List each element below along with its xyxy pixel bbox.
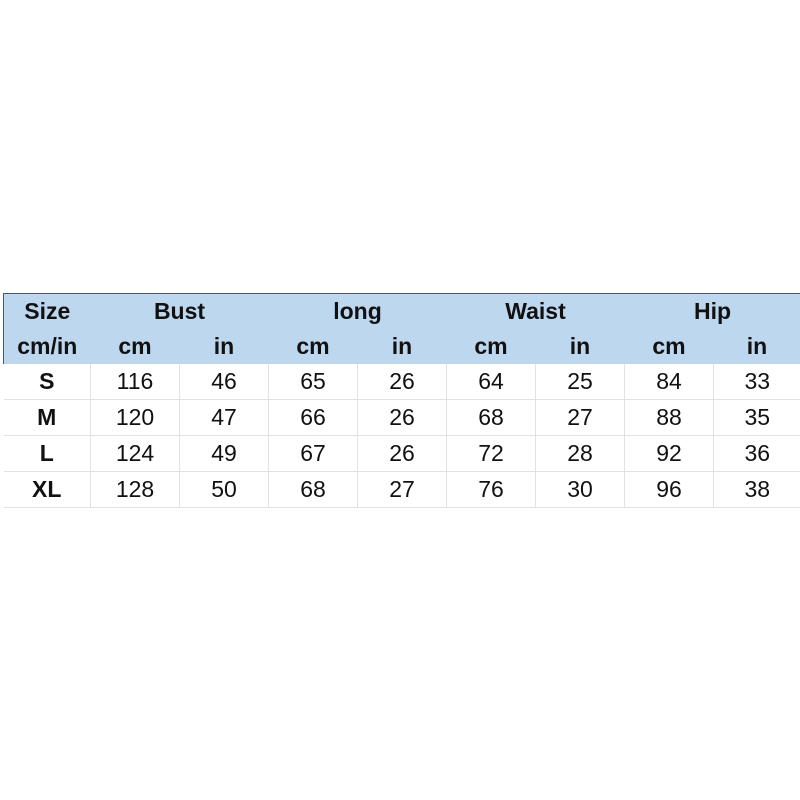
size-label: XL [4, 472, 91, 508]
value-cell: 28 [536, 436, 625, 472]
value-cell: 36 [714, 436, 800, 472]
value-cell: 68 [269, 472, 358, 508]
header-row-groups [4, 294, 800, 330]
group-header-long: long [269, 294, 447, 330]
unit-cell: in [714, 329, 800, 364]
header-row-units [4, 329, 800, 364]
unit-cell: in [536, 329, 625, 364]
value-cell: 47 [180, 400, 269, 436]
value-cell: 26 [358, 364, 447, 400]
value-cell: 64 [447, 364, 536, 400]
group-header-bust: Bust [91, 294, 269, 330]
value-cell: 72 [447, 436, 536, 472]
value-cell: 92 [625, 436, 714, 472]
value-cell: 33 [714, 364, 800, 400]
group-header-hip: Hip [625, 294, 800, 330]
table-row [4, 436, 800, 472]
size-label: L [4, 436, 91, 472]
group-header-waist: Waist [447, 294, 625, 330]
unit-cell: in [358, 329, 447, 364]
value-cell: 120 [91, 400, 180, 436]
value-cell: 68 [447, 400, 536, 436]
value-cell: 26 [358, 400, 447, 436]
value-cell: 30 [536, 472, 625, 508]
value-cell: 88 [625, 400, 714, 436]
value-cell: 66 [269, 400, 358, 436]
value-cell: 27 [358, 472, 447, 508]
value-cell: 128 [91, 472, 180, 508]
unit-cell: cm [447, 329, 536, 364]
value-cell: 124 [91, 436, 180, 472]
value-cell: 46 [180, 364, 269, 400]
value-cell: 96 [625, 472, 714, 508]
value-cell: 67 [269, 436, 358, 472]
table-row [4, 472, 800, 508]
value-cell: 38 [714, 472, 800, 508]
value-cell: 26 [358, 436, 447, 472]
size-chart-table [3, 293, 800, 508]
value-cell: 49 [180, 436, 269, 472]
value-cell: 65 [269, 364, 358, 400]
size-label: S [4, 364, 91, 400]
value-cell: 25 [536, 364, 625, 400]
value-cell: 76 [447, 472, 536, 508]
value-cell: 27 [536, 400, 625, 436]
size-label: M [4, 400, 91, 436]
value-cell: 84 [625, 364, 714, 400]
unit-cell: cm [625, 329, 714, 364]
unit-cell: cm [91, 329, 180, 364]
unit-cell: cm [269, 329, 358, 364]
table-row [4, 364, 800, 400]
table-row [4, 400, 800, 436]
size-header: Size [4, 294, 91, 330]
value-cell: 35 [714, 400, 800, 436]
unit-cell: in [180, 329, 269, 364]
unit-header: cm/in [4, 329, 91, 364]
value-cell: 116 [91, 364, 180, 400]
value-cell: 50 [180, 472, 269, 508]
